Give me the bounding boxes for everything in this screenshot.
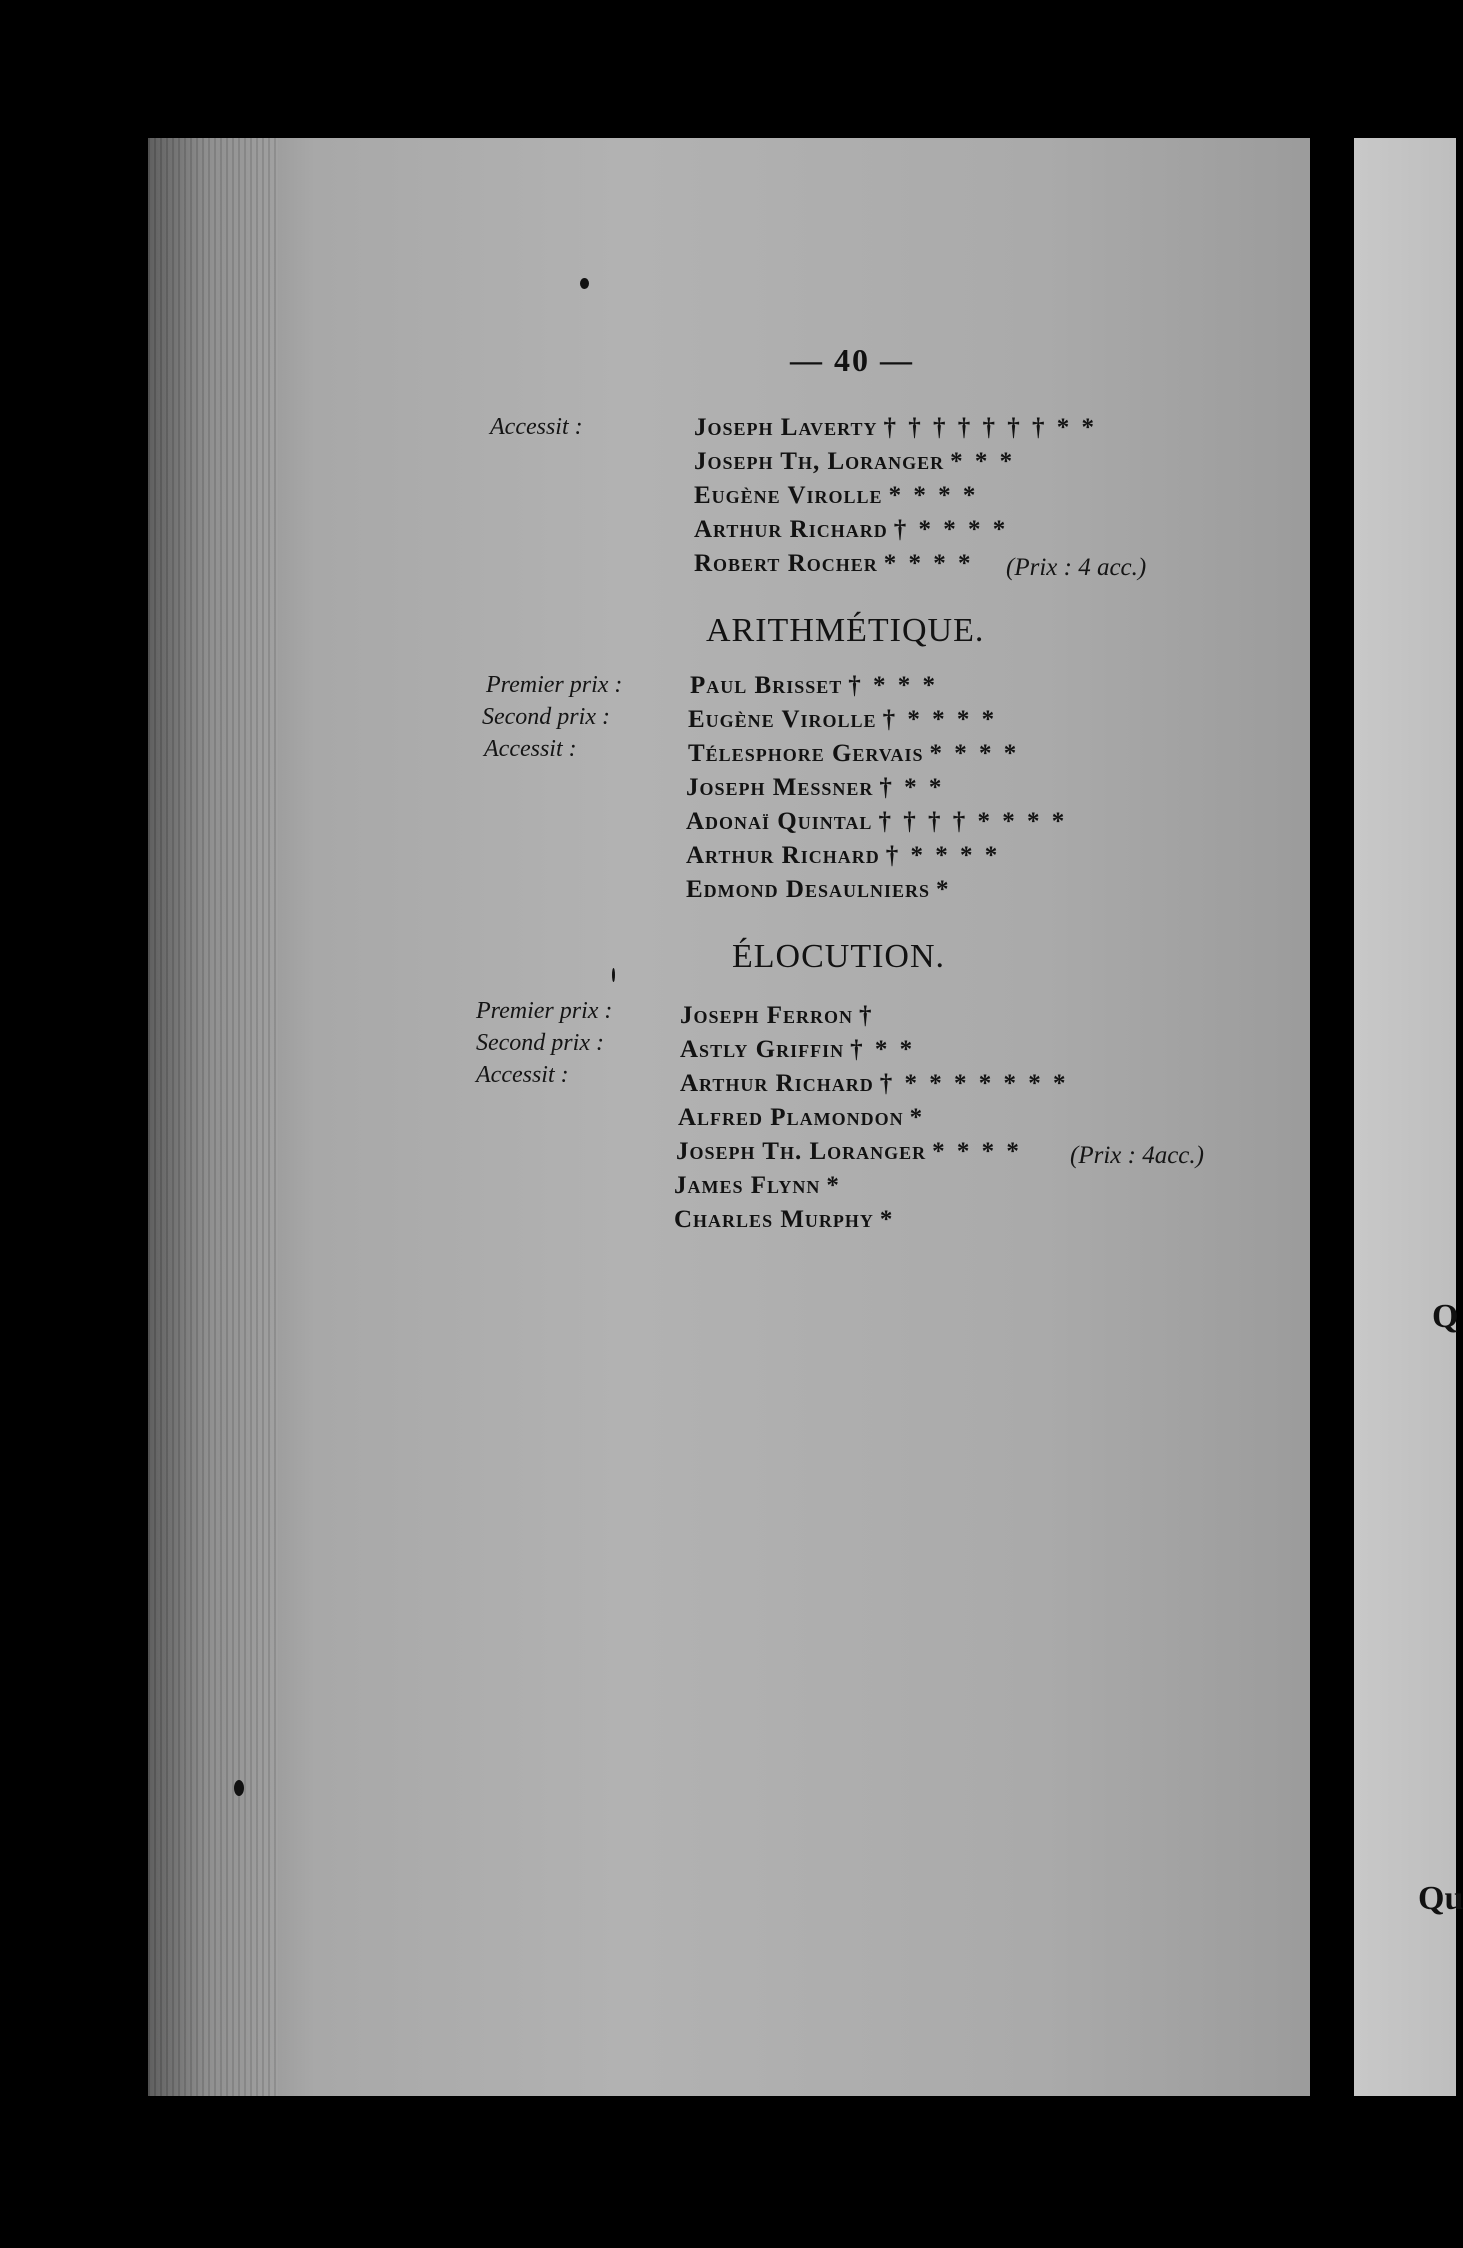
- ink-speck: [234, 1780, 244, 1796]
- list-item: Edmond Desaulniers *: [686, 876, 952, 903]
- second-prix-label: Second prix :: [476, 1030, 604, 1056]
- premier-prix-label: Premier prix :: [476, 998, 613, 1024]
- list-item: Paul Brisset † * * *: [690, 672, 938, 699]
- accessit-label: Accessit :: [484, 736, 577, 762]
- list-item: James Flynn *: [674, 1172, 842, 1199]
- accessit-label: Accessit :: [490, 414, 583, 440]
- right-page-edge-word: Qu: [1418, 1880, 1463, 1917]
- list-item: Joseph Ferron †: [680, 1002, 875, 1029]
- list-item: Arthur Richard † * * * *: [686, 842, 1001, 869]
- accessit-label: Accessit :: [476, 1062, 569, 1088]
- book-page-right: [1354, 138, 1459, 2096]
- list-item: Adonaï Quintal † † † † * * * *: [686, 808, 1068, 835]
- prize-note: (Prix : 4 acc.): [1006, 554, 1147, 581]
- book-gutter: [1310, 138, 1354, 2096]
- ink-speck: [580, 278, 589, 289]
- list-item: Télesphore Gervais * * * *: [688, 740, 1020, 767]
- list-item: Arthur Richard † * * * * * * *: [680, 1070, 1069, 1097]
- second-prix-label: Second prix :: [482, 704, 610, 730]
- list-item: Eugène Virolle † * * * *: [688, 706, 998, 733]
- prize-note: (Prix : 4acc.): [1070, 1142, 1204, 1169]
- list-item: Charles Murphy *: [674, 1206, 896, 1233]
- section-heading-arithmetique: ARITHMÉTIQUE.: [706, 612, 985, 649]
- list-item: Alfred Plamondon *: [678, 1104, 926, 1131]
- page-spine-shadow: [148, 138, 278, 2096]
- section-heading-elocution: ÉLOCUTION.: [732, 938, 946, 975]
- list-item: Joseph Messner † * *: [686, 774, 945, 801]
- list-item: Astly Griffin † * *: [680, 1036, 916, 1063]
- list-item: Joseph Laverty † † † † † † † * *: [694, 414, 1097, 441]
- list-item: Robert Rocher * * * *: [694, 550, 974, 577]
- list-item: Arthur Richard † * * * *: [694, 516, 1009, 543]
- list-item: Joseph Th. Loranger * * * *: [676, 1138, 1022, 1165]
- list-item: Eugène Virolle * * * *: [694, 482, 979, 509]
- list-item: Joseph Th, Loranger * * *: [694, 448, 1016, 475]
- ink-speck: [612, 968, 615, 982]
- page-number: — 40 —: [790, 342, 914, 378]
- right-page-edge-letter: Q: [1432, 1298, 1459, 1335]
- premier-prix-label: Premier prix :: [486, 672, 623, 698]
